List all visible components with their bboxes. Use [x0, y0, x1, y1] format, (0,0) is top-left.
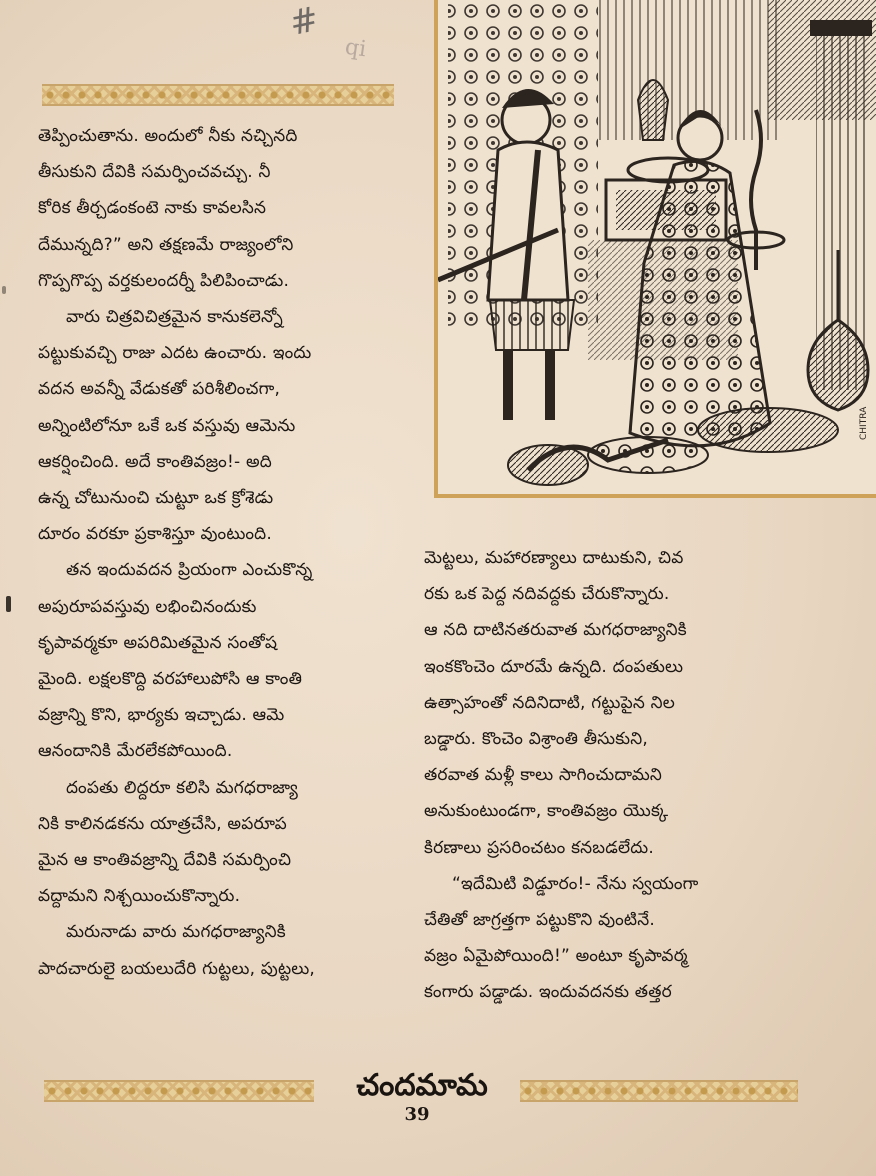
- story-text-right-column: [424, 540, 800, 1011]
- text-line: పట్టుకువచ్చి రాజు ఎదట ఉంచారు. ఇందు: [38, 343, 312, 364]
- text-line: గొప్పగొప్ప వర్తకులందర్నీ పిలిపించాడు.: [38, 270, 290, 291]
- text-line: దూరం వరకూ ప్రకాశిస్తూ వుంటుంది.: [38, 524, 272, 545]
- text-line: అన్నింటిలోనూ ఒకే ఒక వస్తువు ఆమెను: [38, 415, 296, 436]
- page-number: 39: [404, 1104, 430, 1125]
- illustration-drawing: [438, 0, 876, 494]
- text-line: వద్దామని నిశ్చయించుకొన్నారు.: [38, 886, 241, 907]
- text-line: మైన ఆ కాంతివజ్రాన్ని దేవికి సమర్పించి: [38, 850, 292, 871]
- text-line: మైంది. లక్షలకొద్ది వరహాలుపోసి ఆ కాంతి: [38, 669, 303, 690]
- text-line: వదన అవన్నీ వేడుకతో పరిశీలించగా,: [38, 379, 281, 400]
- text-line: వారు చిత్రవిచిత్రమైన కానుకలెన్నో: [66, 307, 283, 328]
- text-line: వజ్రం ఏమైపోయింది!” అంటూ కృపావర్మ: [424, 946, 688, 967]
- margin-ink-mark: [6, 596, 11, 612]
- text-line: మెట్టలు, మహారణ్యాలు దాటుకుని, చివ: [424, 548, 684, 568]
- text-line: దేమున్నది?” అని తక్షణమే రాజ్యంలోని: [38, 234, 294, 255]
- text-line: కంగారు పడ్డాడు. ఇందువదనకు తత్తర: [424, 982, 672, 1003]
- text-line: ఆకర్షించింది. అదే కాంతివజ్రం!- అది: [38, 451, 272, 472]
- decorative-border-top: [42, 84, 394, 106]
- text-line: తన ఇందువదన ప్రియంగా ఎంచుకొన్న: [66, 560, 313, 581]
- decorative-border-bottom-left: [44, 1080, 314, 1102]
- text-line: అపురూపవస్తువు లభించినందుకు: [38, 596, 257, 617]
- text-line: రకు ఒక పెద్ద నదివద్దకు చేరుకొన్నారు.: [424, 584, 670, 605]
- text-line: ఆ నది దాటినతరువాత మగధరాజ్యానికి: [424, 620, 687, 641]
- text-line: కిరణాలు ప్రసరించటం కనబడలేదు.: [424, 837, 654, 858]
- text-line: ఉత్సాహంతో నదినిదాటి, గట్టుపైన నిల: [424, 692, 675, 713]
- text-line: కృపావర్మకూ అపరిమితమైన సంతోష: [38, 632, 278, 653]
- margin-ink-mark: [2, 286, 6, 294]
- text-line: కోరిక తీర్చడంకంటె నాకు కావలసిన: [38, 198, 267, 219]
- text-line: “ఇదేమిటి విడ్డూరం!- నేను స్వయంగా: [452, 873, 699, 894]
- text-line: వజ్రాన్ని కొని, భార్యకు ఇచ్చాడు. ఆమె: [38, 705, 285, 726]
- text-line: చేతితో జాగ్రత్తగా పట్టుకొని వుంటినే.: [424, 910, 655, 931]
- text-line: ఇంకకొంచెం దూరమే ఉన్నది. దంపతులు: [424, 656, 684, 677]
- story-illustration: [434, 0, 876, 498]
- text-line: తరవాత మళ్లీ కాలు సాగించుదామని: [424, 765, 663, 786]
- artist-signature: CHITRA: [859, 406, 869, 440]
- text-line: నికి కాలినడకను యాత్రచేసి, అపరూప: [38, 813, 287, 834]
- decorative-border-bottom-right: [520, 1080, 798, 1102]
- text-line: బడ్డారు. కొంచెం విశ్రాంతి తీసుకుని,: [424, 729, 648, 750]
- text-line: ఆనందానికి మేరలేకపోయింది.: [38, 741, 233, 762]
- magazine-title: చందమామ: [356, 1068, 488, 1103]
- text-line: పాదచారులై బయలుదేరి గుట్టలు, పుట్టలు,: [38, 958, 316, 979]
- text-line: ఉన్న చోటునుంచి చుట్టూ ఒక క్రోశెడు: [38, 488, 274, 509]
- pencil-scribble: #: [286, 0, 319, 45]
- faint-scribble: qi: [343, 34, 368, 63]
- text-line: తెప్పించుతాను. అందులో నీకు నచ్చినది: [38, 126, 298, 146]
- text-line: తీసుకుని దేవికి సమర్పించవచ్చు. నీ: [38, 162, 271, 183]
- text-line: అనుకుంటుండగా, కాంతివజ్రం యొక్క: [424, 801, 669, 822]
- text-line: మరునాడు వారు మగధరాజ్యానికి: [66, 922, 286, 943]
- story-text-left-column: [38, 118, 410, 987]
- text-line: దంపతు లిద్దరూ కలిసి మగధరాజ్యా: [66, 777, 298, 798]
